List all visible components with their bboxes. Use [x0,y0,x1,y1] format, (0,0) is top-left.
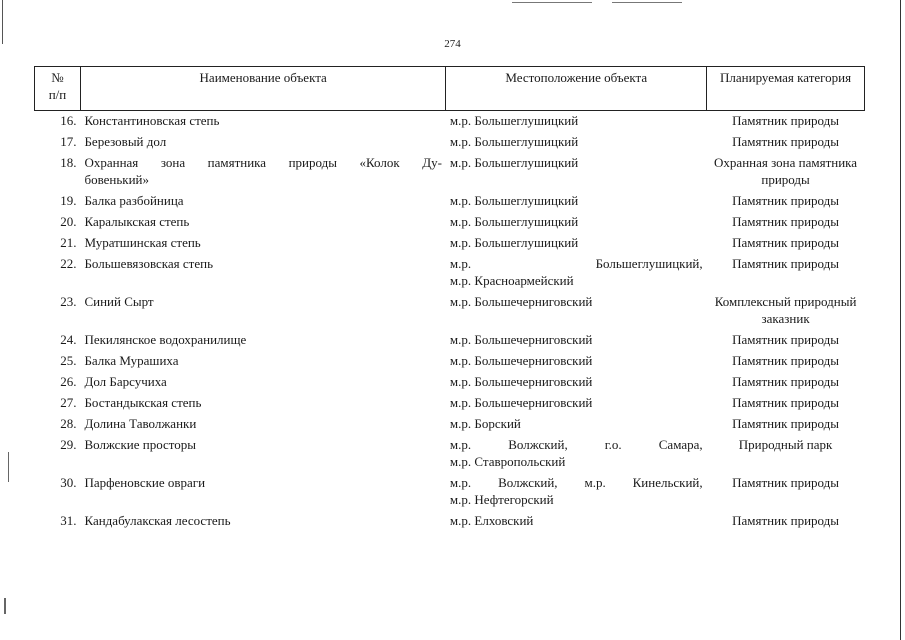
location-line: м.р. Большечерниговский [449,374,593,389]
object-category: Памятник природы [732,353,840,368]
object-category: Природный парк [738,437,833,452]
table-row [35,371,865,392]
object-category: Памятник природы [732,113,840,128]
object-location [446,350,707,371]
table-row [35,232,865,253]
object-name: Балка Мурашиха [84,353,179,368]
table-row [35,111,865,132]
object-location [446,111,707,132]
object-category: Памятник природы [732,193,840,208]
row-number: 16. [60,113,77,128]
table-row [35,434,865,472]
location-line: м.р. Нефтегорский [449,492,554,507]
row-number: 27. [60,395,77,410]
object-location [446,413,707,434]
object-name-line: Охранная зона памятника природы «Колок Ду- [84,155,442,170]
row-number: 22. [60,256,77,271]
location-line: м.р. Большеглушицкий [449,113,579,128]
object-category: Памятник природы [732,475,840,490]
object-name: Дол Барсучиха [84,374,167,389]
row-number: 26. [60,374,77,389]
row-number: 20. [60,214,77,229]
table-row [35,211,865,232]
location-line: м.р. Елховский [449,513,534,528]
location-line: м.р. Большеглушицкий [449,155,579,170]
object-category: Памятник природы [732,235,840,250]
location-line: м.р. Большечерниговский [449,294,593,309]
object-location [446,329,707,350]
row-number: 29. [60,437,77,452]
location-line: м.р. Волжский, м.р. Кинельский, [449,475,703,490]
header-location: Местоположение объекта [446,67,707,111]
object-category: Памятник природы [732,513,840,528]
object-category: Памятник природы [732,416,840,431]
object-location [446,291,707,329]
location-line: м.р. Большеглушицкий [449,193,579,208]
page-number: 274 [444,38,461,50]
object-name: Балка разбойница [84,193,184,208]
object-category: Памятник природы [732,374,840,389]
object-location [446,371,707,392]
table-header-row [35,67,865,111]
object-location [446,211,707,232]
object-name: Долина Таволжанки [84,416,197,431]
location-line: м.р. Большечерниговский [449,353,593,368]
object-location [446,472,707,510]
row-number: 17. [60,134,77,149]
object-location [446,510,707,531]
row-number: 30. [60,475,77,490]
location-line: м.р. Волжский, г.о. Самара, [449,437,703,452]
object-location [446,190,707,211]
object-category: Памятник природы [732,395,840,410]
location-line: м.р. Большеглушицкий [449,235,579,250]
object-name [80,152,445,190]
scan-edge-right [900,0,901,640]
object-name: Муратшинская степь [84,235,201,250]
object-location [446,232,707,253]
object-location [446,152,707,190]
object-category: Памятник природы [732,134,840,149]
object-name: Березовый дол [84,134,167,149]
table-row [35,350,865,371]
objects-table [34,66,865,531]
location-line: м.р. Большеглушицкий [449,134,579,149]
row-number: 19. [60,193,77,208]
object-name-line: бовенький» [84,172,150,187]
row-number: 18. [60,155,77,170]
object-name: Кандабулакская лесостепь [84,513,231,528]
object-name: Большевязовская степь [84,256,214,271]
object-name: Волжские просторы [84,437,197,452]
location-line: м.р. Большеглушицкий, [449,256,703,271]
header-name: Наименование объекта [80,67,445,111]
table-row [35,472,865,510]
header-category: Планируемая категория [707,67,865,111]
object-location [446,392,707,413]
location-line: м.р. Большечерниговский [449,395,593,410]
table-row [35,413,865,434]
row-number: 28. [60,416,77,431]
object-category: Памятник природы [732,332,840,347]
table-row [35,131,865,152]
object-name: Синий Сырт [84,294,154,309]
object-location [446,253,707,291]
object-name: Парфеновские овраги [84,475,206,490]
row-number: 24. [60,332,77,347]
object-category: Памятник природы [732,214,840,229]
object-name: Константиновская степь [84,113,220,128]
table-body [35,111,865,532]
object-location [446,131,707,152]
row-number: 31. [60,513,77,528]
location-line: м.р. Борский [449,416,521,431]
scan-speck [8,452,9,482]
row-number: 23. [60,294,77,309]
header-number: № п/п [35,67,81,111]
scan-speck [4,598,6,614]
row-number: 25. [60,353,77,368]
scan-edge-top [512,2,592,3]
table-row [35,392,865,413]
location-line: м.р. Красноармейский [449,273,574,288]
table-row [35,253,865,291]
object-location [446,434,707,472]
object-category: Памятник природы [732,256,840,271]
object-category: Охранная зона памятника природы [714,155,858,187]
object-name: Бостандыкская степь [84,395,202,410]
table-row [35,152,865,190]
table-row [35,190,865,211]
object-name: Каралыкская степь [84,214,190,229]
location-line: м.р. Большечерниговский [449,332,593,347]
table-row [35,329,865,350]
object-category: Комплексный природный заказник [714,294,857,326]
table-row [35,291,865,329]
location-line: м.р. Большеглушицкий [449,214,579,229]
location-line: м.р. Ставропольский [449,454,566,469]
row-number: 21. [60,235,77,250]
table-row [35,510,865,531]
scan-edge-top [612,2,682,3]
object-name: Пекилянское водохранилище [84,332,247,347]
